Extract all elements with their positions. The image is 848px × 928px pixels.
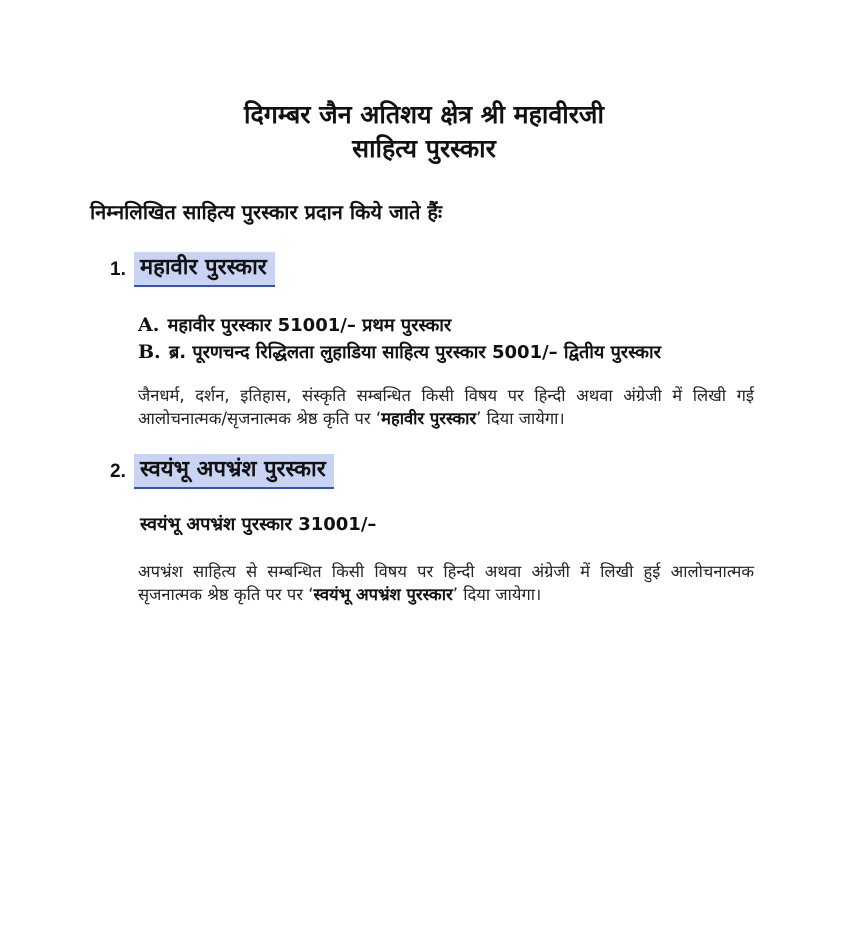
item-a-letter: A. bbox=[138, 314, 160, 336]
section-2-description-bold: स्वयंभू अपभ्रंश पुरस्कार bbox=[313, 585, 453, 604]
section-2-description bbox=[138, 560, 754, 606]
item-b-text: ब्र. पूरणचन्द रिद्धिलता लुहाडिया साहित्य पुरस्कार 5001/– द्वितीय पुरस्कार bbox=[168, 342, 662, 363]
section-2-amount: स्वयंभू अपभ्रंश पुरस्कार 31001/– bbox=[140, 514, 377, 535]
section-1-description bbox=[138, 384, 754, 430]
section-1-item-a bbox=[138, 313, 451, 337]
section-1-description-end: ’ दिया जायेगा। bbox=[476, 409, 565, 428]
section-1-description-bold: महावीर पुरस्कार bbox=[381, 409, 477, 428]
section-2-description-end: ’ दिया जायेगा। bbox=[452, 585, 542, 604]
item-a-text: महावीर पुरस्कार 51001/– प्रथम पुरस्कार bbox=[167, 315, 452, 336]
section-2-description-text: अपभ्रंश साहित्य से सम्बन्धित किसी विषय पर हिन्दी अथवा अंग्रेजी में लिखी हुई आलोचनात्मक सृजनात्मक श्रेष्ठ कृति पर पर ‘ bbox=[138, 562, 754, 604]
section-1-item-b bbox=[138, 340, 661, 364]
intro-text: निम्नलिखित साहित्य पुरस्कार प्रदान किये जाते हैंः bbox=[90, 200, 443, 224]
section-1-number: 1. bbox=[110, 259, 126, 280]
section-2-heading: स्वयंभू अपभ्रंश पुरस्कार bbox=[134, 454, 334, 489]
item-b-letter: B. bbox=[138, 341, 161, 363]
section-1-heading: महावीर पुरस्कार bbox=[134, 252, 275, 287]
section-2-number: 2. bbox=[110, 461, 126, 482]
document-subtitle: साहित्य पुरस्कार bbox=[352, 134, 496, 163]
document-title: दिगम्बर जैन अतिशय क्षेत्र श्री महावीरजी bbox=[244, 100, 604, 129]
section-1-description-text: जैनधर्म, दर्शन, इतिहास, संस्कृति सम्बन्धित किसी विषय पर हिन्दी अथवा अंग्रेजी में लिखी गई आलोचनात्मक/सृजनात्मक श्रेष्ठ कृति पर ‘ bbox=[138, 386, 754, 428]
